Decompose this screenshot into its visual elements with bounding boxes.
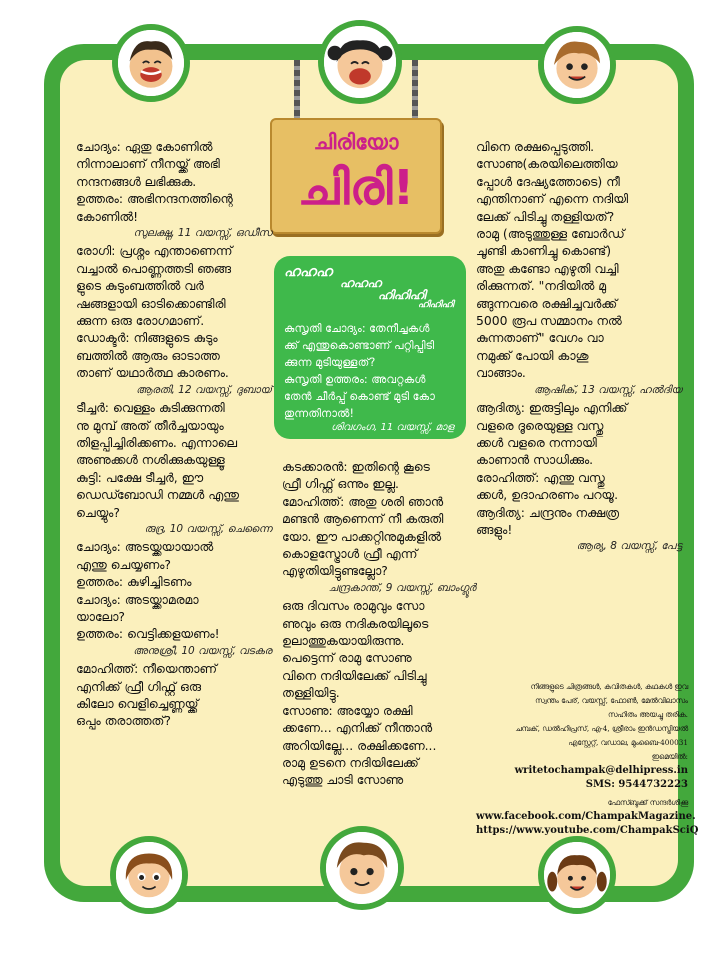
- riddle-credit: ശിവഗംഗ, 11 വയസ്സ്, മാള: [331, 422, 454, 433]
- sign-chain-left: [294, 60, 300, 120]
- joke-text: ആദിത്യ: ഇരുട്ടിലും എനിക്ക് വളരെ ദൂരെയുള്ള വസ്തു ക്കൾ വളരെ നന്നായി കാണാൻ സാധിക്കും. രോഹിത്ത്: എന്തു വസ്തു ക്കൾ, ഉദാഹരണം പറയൂ. ആദിത്യ: ചന്ദ്രനും നക്ഷത്ര ങ്ങളും!: [476, 400, 628, 537]
- facebook-label: ഫേസ്ബുക്ക് സന്ദർശിക്കൂ: [607, 798, 688, 807]
- submission-info: [476, 680, 699, 838]
- sign-chain-right: [412, 60, 418, 120]
- laughing-girl-avatar: [318, 20, 402, 104]
- girl-pigtails-avatar: [538, 836, 616, 914]
- joke-block: [76, 242, 272, 399]
- joke-credit: സുലക്ഷ്ന, 11 വയസ്സ്, ഒഡീസ: [133, 227, 272, 240]
- joke-credit: ചന്ദ്രകാന്ത്, 9 വയസ്സ്, ബാംഗ്ലൂർ: [328, 581, 476, 594]
- column-left: [76, 138, 272, 730]
- email-label: ഇമെയിൽ:: [651, 752, 688, 761]
- riddle-text: കുസൃതി ചോദ്യം: തേനീച്ചകൾ ക്ക് എന്തുകൊണ്ടാണ് പറ്റിപ്പിടി ക്കുന്ന മുടിയുള്ളത്? കുസൃതി ഉത്തരം: അവറ്റകൾ തേൻ ചീർപ്പ് കൊണ്ട് മുടി കോ തുന്നതിനാൽ!: [284, 322, 435, 420]
- joke-block: [76, 660, 272, 730]
- joke-credit: അനുശ്രീ, 10 വയസ്സ്, വടകര: [133, 644, 272, 657]
- laughing-boy-avatar: [112, 24, 190, 102]
- girl-with-hair-avatar: [110, 836, 188, 914]
- youtube-link[interactable]: https://www.youtube.com/ChampakSciQ: [476, 825, 699, 836]
- joke-block: [476, 138, 682, 399]
- joke-block: [476, 399, 682, 556]
- joke-text: രോഗി: പ്രശ്നം എന്താണെന്ന് വച്ചാൽ പൊണ്ണത്തടി ഞങ്ങ ളുടെ കുടുംബത്തിൽ വർ ഷങ്ങളായി ഓടിക്കൊണ്ടിരി ക്കുന്ന ഒരു രോഗമാണ്. ഡോക്ടർ: നിങ്ങളുടെ കുടും ബത്തിൽ ആരും ഓടാത്ത താണ് യഥാർത്ഥ കാരണം.: [76, 243, 233, 381]
- laugh-text-2: ഹഹഹ: [340, 276, 382, 290]
- joke-text: മോഹിത്ത്: നീയെന്താണ് എനിക്ക് ഫ്രീ ഗിഫ്റ്റ് ഒരു കിലോ വെളിച്ചെണ്ണയ്ക്ക് ഒപ്പം തരാത്തത്?: [76, 661, 217, 729]
- joke-block: [76, 399, 272, 538]
- joke-text: ചോദ്യം: അടയ്ക്കയായാൽ എന്തു ചെയ്യണം? ഉത്തരം: കുഴിച്ചിടണം ചോദ്യം: അടയ്ക്കാമരമാ യാലോ? ഉത്തരം: വെട്ടിക്കളയണം!: [76, 539, 220, 642]
- joke-block: [76, 538, 272, 660]
- joke-credit: രുദ്ര, 10 വയസ്സ്, ചെന്നൈ: [144, 522, 272, 535]
- boy-brown-hair-avatar: [320, 826, 404, 910]
- joke-text: ടീച്ചർ: വെള്ളം കുടിക്കുന്നതി നു മുമ്പ് അത് തീർച്ചയായും തിളപ്പിച്ചിരിക്കണം. എന്നാലെ അണുക്കൾ നശിക്കുകയുള്ളൂ കുട്ടി: പക്ഷേ ടീച്ചർ, ഈ ഡെഡ്ബോഡി നമ്മൾ എന്തു ചെയ്യും?: [76, 400, 239, 520]
- joke-block: [282, 458, 476, 597]
- laugh-text-3: ഹിഹിഹി: [378, 288, 426, 302]
- joke-credit: ആഷിക്, 13 വയസ്സ്, ഹൽദിയ: [534, 383, 682, 396]
- title-line2: ചിരി!: [297, 160, 415, 216]
- title-line1: ചിരിയോ: [313, 130, 399, 154]
- smiling-boy-avatar: [538, 26, 616, 104]
- joke-block: [282, 597, 476, 788]
- column-right: [476, 138, 682, 556]
- info-line: സഹിതം അയച്ചു തരിക.: [607, 710, 688, 719]
- riddle-box: [274, 256, 466, 439]
- email-line: [476, 750, 688, 778]
- laugh-text-4: ഹിഹിഹി: [418, 300, 454, 310]
- info-line: സ്വന്തം പേര്, വയസ്സ്, ഫോൺ, മേൽവിലാസം: [535, 696, 688, 705]
- facebook-link[interactable]: www.facebook.com/ChampakMagazine.: [476, 811, 696, 822]
- info-line: ചമ്പക്, ഡൽഹിപ്രസ്, എ-4, ശ്രീരാം ഇൻഡസ്ട്രിയൽ: [515, 724, 688, 733]
- joke-block: [76, 138, 272, 242]
- sms-number: SMS: 9544732223: [585, 779, 688, 790]
- column-middle: [282, 458, 476, 789]
- joke-text: കടക്കാരൻ: ഇതിന്റെ കൂടെ ഫ്രീ ഗിഫ്റ്റ് ഒന്നും ഇല്ല. മോഹിത്ത്: അതു ശരി ഞാൻ മണ്ടൻ ആണെന്ന് നീ കരുതി യോ. ഈ പാക്കറ്റിനുമുകളിൽ കൊളസ്ട്രോൾ ഫ്രീ എന്ന് എഴുതിയിട്ടുണ്ടല്ലോ?: [282, 459, 444, 579]
- joke-text: ചോദ്യം: ഏതു കോണിൽ നിന്നാലാണ് നീനയ്ക്ക് അഭി നന്ദനങ്ങൾ ലഭിക്കുക. ഉത്തരം: അഭിനന്ദനത്തിന്റെ കോണിൽ!: [76, 139, 233, 224]
- joke-text: വിനെ രക്ഷപ്പെടുത്തി. സോണു(കരയിലെത്തിയ പ്പോൾ ദേഷ്യത്തോടെ) നീ എന്തിനാണ് എന്നെ നദിയി ലേക്ക് പിടിച്ചു തള്ളിയത്? രാമു (അടുത്തുള്ള ബോർഡ് ചൂണ്ടി കാണിച്ചു കൊണ്ട്) അതു കണ്ടോ എഴുതി വച്ചി രിക്കുന്നത്. "നദിയിൽ മു ങ്ങുന്നവരെ രക്ഷിച്ചവർക്ക് 5000 രൂപ സമ്മാനം നൽ കുന്നതാണ്" വേഗം വാ നമുക്ക് പോയി കാശു വാങ്ങാം.: [476, 139, 629, 381]
- title-sign: [270, 118, 442, 234]
- email-link[interactable]: writetochampak@delhipress.in: [514, 765, 688, 776]
- joke-text: ഒരു ദിവസം രാമുവും സോ ണുവും ഒരു നദികരയിലൂടെ ഉലാത്തുകയായിരുന്നു. പെട്ടെന്ന് രാമു സോണു വിനെ നദിയിലേക്ക് പിടിച്ചു തള്ളിയിട്ടു. സോണു: അയ്യോ രക്ഷി ക്കണേ... എനിക്ക് നീന്താൻ അറിയില്ലേ... രക്ഷിക്കണേ... രാമു ഉടനെ നദിയിലേക്ക് എടുത്തു ചാടി സോണു: [282, 598, 437, 788]
- info-line: എസ്റ്റേറ്റ്, വഡാല, മുംബൈ-400031: [568, 738, 688, 747]
- laugh-text-1: ഹഹഹ: [284, 264, 333, 280]
- joke-credit: ആരതി, 12 വയസ്സ്, ദുബായ്: [136, 383, 272, 396]
- joke-credit: ആര്യ, 8 വയസ്സ്, പേട്ട: [576, 540, 682, 553]
- info-line: നിങ്ങളുടെ ചിത്രങ്ങൾ, കവിതകൾ, കഥകൾ ഇവ: [530, 682, 688, 691]
